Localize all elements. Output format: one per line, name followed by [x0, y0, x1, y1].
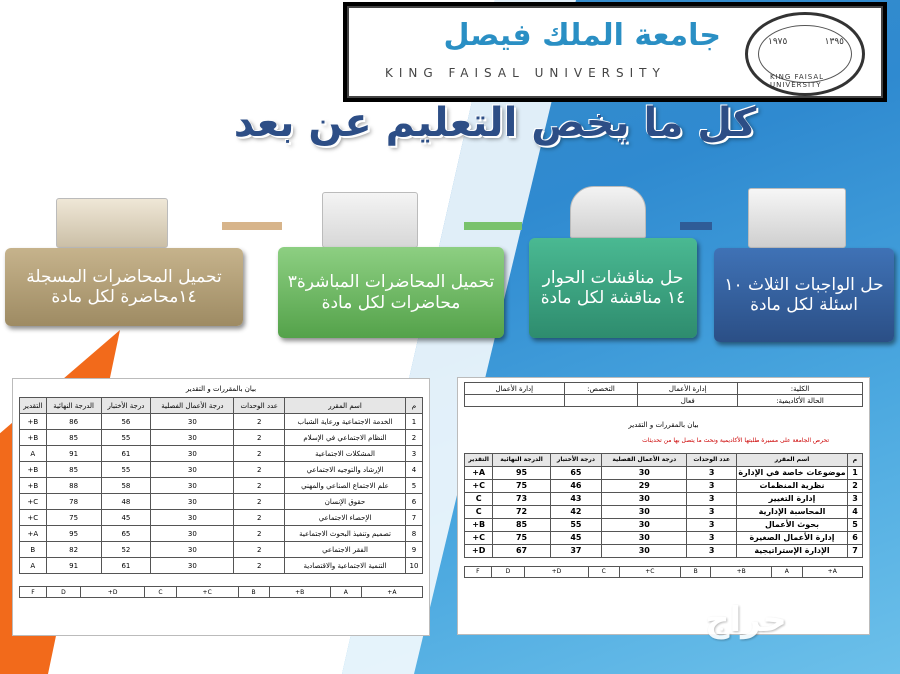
grades-table-right [457, 377, 870, 635]
arrow-right-icon [464, 222, 522, 230]
table-row: 4 الإرشاد والتوجيه الاجتماعي 2 30 55 85 B+ [20, 462, 423, 478]
table-row: 2 النظام الاجتماعي في الإسلام 2 30 55 85 B+ [20, 430, 423, 446]
col-header: الدرجة النهائية [493, 453, 550, 466]
table-row: 9 الفقر الاجتماعي 2 30 52 82 B [20, 542, 423, 558]
table-row: 3 إدارة التغيير 3 30 43 73 C [465, 492, 863, 505]
table-row: 7 الإدارة الإستراتيجية 3 30 37 67 D+ [465, 544, 863, 557]
table-row: 6 حقوق الإنسان 2 30 48 78 C+ [20, 494, 423, 510]
table-row: 8 تصميم وتنفيذ البحوث الاجتماعية 2 30 65 95 A+ [20, 526, 423, 542]
note-text: تحرص الجامعة على مسيرة طلبتها الأكاديمية ونحث ما يتصل بها من تحديثات [642, 437, 829, 444]
table-row: 1 الخدمة الاجتماعية ورعاية الشباب 2 30 56 86 B+ [20, 414, 423, 430]
col-header: التقدير [20, 398, 47, 414]
table-row: 4 المحاسبة الإدارية 3 30 42 72 C [465, 505, 863, 518]
table-row: 2 نظرية المنظمات 3 29 46 75 C+ [465, 479, 863, 492]
table-row: 1 موضوعات خاصة في الإدارة 3 30 65 95 A+ [465, 466, 863, 479]
university-name-english: KING FAISAL UNIVERSITY [385, 66, 666, 80]
col-header: عدد الوحدات [234, 398, 285, 414]
table-row: 6 إدارة الأعمال الصغيرة 3 30 45 75 C+ [465, 531, 863, 544]
table-caption: بيان بالمقررات و التقدير [185, 385, 257, 393]
col-header: درجة الأختبار [550, 453, 601, 466]
university-seal-icon: ١٩٧٥ ١٣٩٥ KING FAISAL UNIVERSITY [745, 12, 865, 96]
papers-illustration-icon [56, 198, 168, 248]
col-header: درجة الأختبار [101, 398, 151, 414]
col-header: درجة الأعمال الفصلية [602, 453, 687, 466]
arrow-right-icon [222, 222, 282, 230]
table-caption: بيان بالمقررات و التقدير [628, 421, 699, 429]
col-header: م [848, 453, 863, 466]
table-row: 10 التنمية الاجتماعية والاقتصادية 2 30 61 91 A [20, 558, 423, 574]
grade-scale-row: A+ A B+ B C+ C D+ D F [19, 586, 423, 598]
step-solve-discussions: حل مناقشات الحوار ١٤ مناقشة لكل مادة [529, 238, 697, 338]
student-info-header: الكلية: إدارة الأعمال التخصص: إدارة الأعمال الحالة الأكاديمية: فعال [464, 382, 863, 407]
table-row: 3 المشكلات الاجتماعية 2 30 61 91 A [20, 446, 423, 462]
arrow-right-icon [680, 222, 712, 230]
col-header: اسم المقرر [285, 398, 406, 414]
col-header: التقدير [465, 453, 493, 466]
presenter-figure-icon [570, 186, 646, 238]
open-book-icon [322, 192, 418, 248]
table-row: 5 علم الاجتماع الصناعي والمهني 2 30 58 88 B+ [20, 478, 423, 494]
grade-scale-row: A+ A B+ B C+ C D+ D F [464, 566, 863, 578]
page-title: كل ما يخص التعليم عن بعد [233, 100, 757, 146]
step-solve-assignments: حل الواجبات الثلاث ١٠ اسئلة لكل مادة [714, 248, 894, 342]
step-download-live-lectures: تحميل المحاضرات المباشرة٣ محاضرات لكل مادة [278, 247, 504, 338]
university-name-arabic: جامعة الملك فيصل [443, 18, 721, 53]
university-logo-banner [343, 2, 887, 102]
writing-hand-icon [748, 188, 846, 248]
col-header: اسم المقرر [737, 453, 848, 466]
col-header: عدد الوحدات [687, 453, 737, 466]
col-header: م [406, 398, 423, 414]
table-row: 5 بحوث الأعمال 3 30 55 85 B+ [465, 518, 863, 531]
haraj-watermark-icon: حراج [705, 600, 787, 640]
col-header: الدرجة النهائية [46, 398, 101, 414]
grades-table-left [12, 378, 430, 636]
step-download-recorded-lectures: تحميل المحاضرات المسجلة ١٤محاضرة لكل مادة [5, 248, 243, 326]
col-header: درجة الأعمال الفصلية [151, 398, 234, 414]
table-row: 7 الإحصاء الاجتماعي 2 30 45 75 C+ [20, 510, 423, 526]
